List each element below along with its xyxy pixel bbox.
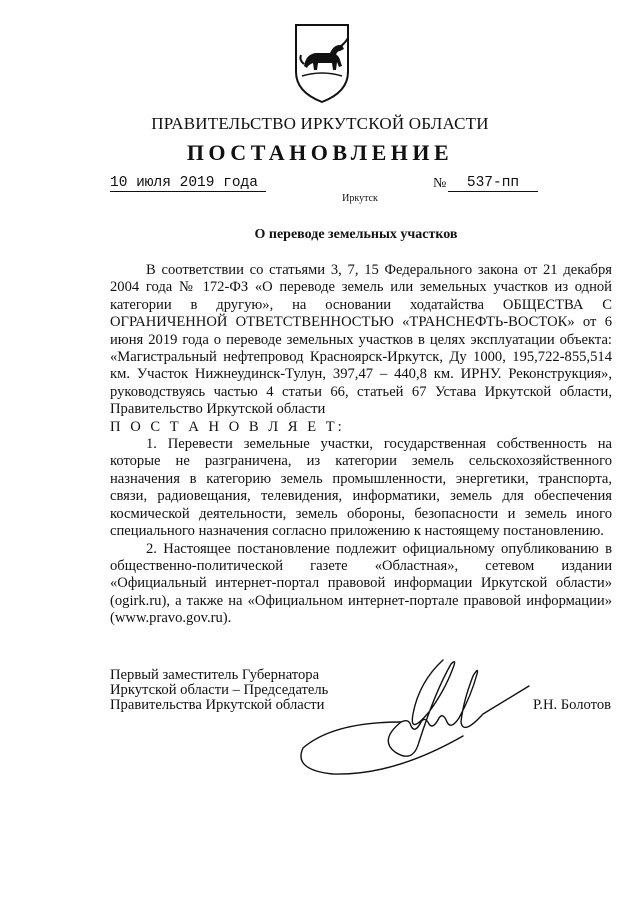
position-line: Первый заместитель Губернатора <box>110 667 320 683</box>
organization-name: ПРАВИТЕЛЬСТВО ИРКУТСКОЙ ОБЛАСТИ <box>151 114 489 133</box>
document-body <box>110 262 612 628</box>
position-line: Иркутской области – Председатель <box>110 682 329 698</box>
position-line: Правительства Иркутской области <box>110 697 325 713</box>
decree-word: П О С Т А Н О В Л Я Е Т: <box>110 418 345 435</box>
document-title: О переводе земельных участков <box>254 227 458 242</box>
city-name: Иркутск <box>342 193 378 204</box>
document-type: ПОСТАНОВЛЕНИЕ <box>186 140 454 165</box>
document-date: 10 июля 2019 года <box>110 175 266 192</box>
preamble-paragraph: В соответствии со статьями 3, 7, 15 Федерального закона от 21 декабря 2004 года № 172-ФЗ «О переводе земель или земельных участков из одной категории в другую», на основании ходатайства ОБЩЕСТВА С ОГРАНИЧЕННОЙ ОТВЕТСТВЕННОСТЬЮ «ТРАНСНЕФТЬ-ВОСТОК» от 6 июня 2019 года о переводе земельных участков в целях эксплуатации объекта: «Магистральный нефтепровод Красноярск-Иркутск, Ду 1000, 195,722-855,514 км. Участок Нижнеудинск-Тулун, 397,47 – 440,8 км. ИРНУ. Реконструкция», руководствуясь частью 4 статьи 66, статьей 67 Устава Иркутской области, Правительство Иркутской области <box>110 262 612 418</box>
item-paragraph-2: 2. Настоящее постановление подлежит официальному опубликованию в общественно-политической газете «Областная», сетевом издании «Официальный интернет-портал правовой информации Иркутской области» (ogirk.ru), а также на «Официальном интернет-портале правовой информации» (www.pravo.gov.ru). <box>110 540 612 627</box>
item-paragraph-1: 1. Перевести земельные участки, государственная собственность на которые не разграничена, из категории земель сельскохозяйственного назначения в категорию земель промышленности, энергетики, транспорта, связи, радиовещания, телевидения, информатики, земель для обеспечения космической деятельности, земель обороны, безопасности и земель иного специального назначения согласно приложению к настоящему постановлению. <box>110 436 612 540</box>
document-number: 537-пп <box>448 175 538 192</box>
handwritten-signature <box>293 652 533 778</box>
number-label: № <box>433 176 447 191</box>
signatory-name: Р.Н. Болотов <box>533 697 612 713</box>
coat-of-arms-icon <box>290 20 354 106</box>
